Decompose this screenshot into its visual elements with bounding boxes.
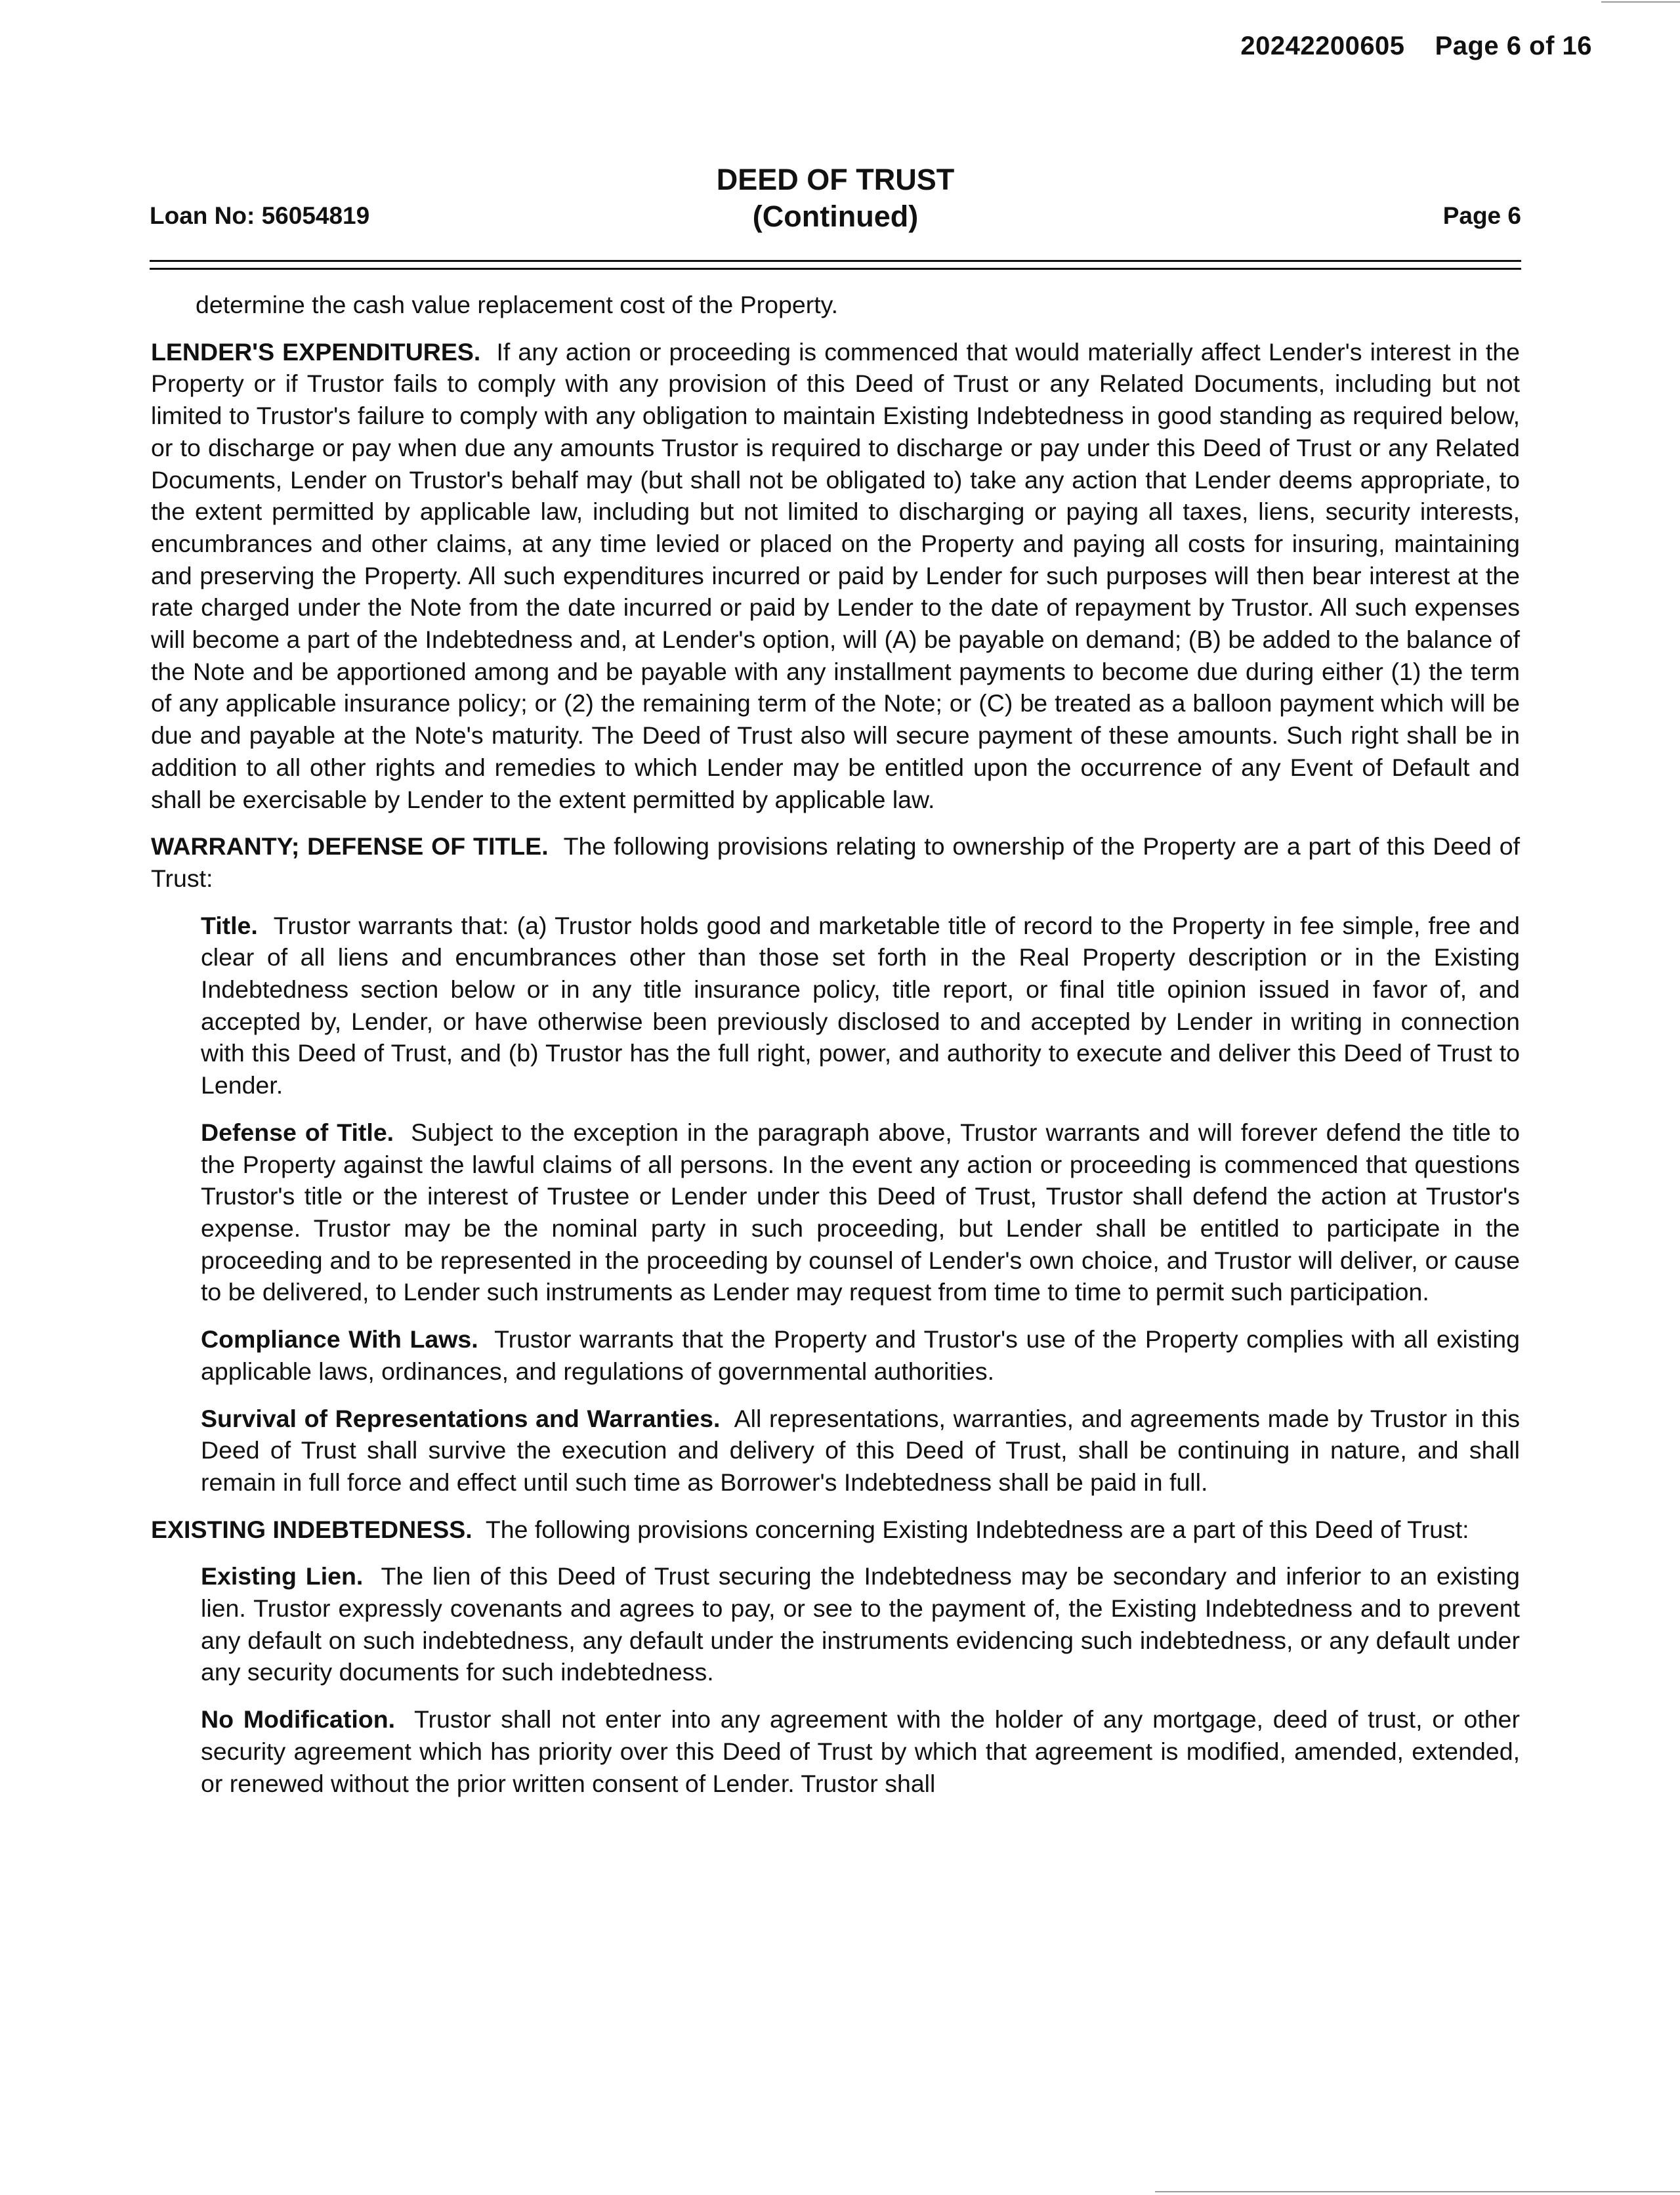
document-subtitle: (Continued) [752,200,919,233]
scan-artifact-top [1601,1,1680,3]
subsection-title [151,910,1520,1101]
subsection-text: Trustor warrants that the Property and Trustor's use of the Property complies with all existing applicable laws, ordinances, and regulations of governmental authorities. [201,1325,1520,1385]
continued-paragraph [151,289,1520,321]
page-label: Page 6 [1442,202,1521,229]
document-title: DEED OF TRUST [716,163,955,196]
subsection-heading: Existing Lien. [201,1562,364,1590]
recording-number: 20242200605 [1240,32,1405,60]
section-existing-indebtedness [151,1514,1520,1546]
header-rule-top [150,260,1521,262]
subsection-text: The lien of this Deed of Trust securing the Indebtedness may be secondary and inferior to an existing lien. Trustor expressly covenants and agrees to pay, or see to the payment of, the Existing Indebtedness and to prevent any default on such indebtedness, any default under the instruments evidencing such indebtedness, or any default under any security documents for such indebtedness. [201,1562,1520,1686]
subsection-text: Trustor warrants that: (a) Trustor holds good and marketable title of record to the Property in fee simple, free and clear of all liens and encumbrances other than those set forth in the Real Property description or in the Existing Indebtedness section below or in any title insurance policy, title report, or final title opinion issued in favor of, and accepted by, Lender, or have otherwise been previously disclosed to and accepted by Lender in writing in connection with this Deed of Trust, and (b) Trustor has the full right, power, and authority to execute and deliver this Deed of Trust to Lender. [201,911,1520,1099]
section-text: The following provisions concerning Existing Indebtedness are a part of this Deed of Trust: [485,1515,1469,1543]
section-lenders-expenditures [151,336,1520,816]
subsection-survival [151,1403,1520,1499]
document-body [151,289,1520,1814]
document-title-block [150,161,1521,235]
subsection-compliance-with-laws [151,1323,1520,1387]
subsection-text: All representations, warranties, and agreements made by Trustor in this Deed of Trust shall survive the execution and delivery of this Deed of Trust, shall be continuing in nature, and shall remain in full force and effect until such time as Borrower's Indebtedness shall be paid in full. [201,1404,1520,1496]
subsection-existing-lien [151,1560,1520,1688]
subsection-heading: Defense of Title. [201,1118,394,1146]
loan-number: Loan No: 56054819 [150,202,370,229]
recording-stamp [1240,32,1592,61]
subsection-text: Subject to the exception in the paragraph above, Trustor warrants and will forever defend the title to the Property against the lawful claims of all persons. In the event any action or proceeding is commenced that questions Trustor's title or the interest of Trustee or Lender under this Deed of Trust, Trustor shall defend the action at Trustor's expense. Trustor may be the nominal party in such proceeding, but Lender shall be entitled to participate in the proceeding and to be represented in the proceeding by counsel of Lender's own choice, and Trustor will deliver, or cause to be delivered, to Lender such instruments as Lender may request from time to time to permit such participation. [201,1118,1520,1306]
section-heading: WARRANTY; DEFENSE OF TITLE. [151,832,549,861]
recording-page-info: Page 6 of 16 [1435,32,1592,60]
subsection-heading: Compliance With Laws. [201,1325,478,1353]
subsection-heading: No Modification. [201,1705,396,1734]
section-heading: EXISTING INDEBTEDNESS. [151,1515,472,1543]
scan-artifact-bottom [1155,2191,1680,2192]
subsection-no-modification [151,1703,1520,1799]
subsection-heading: Survival of Representations and Warranties. [201,1404,721,1432]
section-text: If any action or proceeding is commenced that would materially affect Lender's interest in the Property or if Trustor fails to comply with any provision of this Deed of Trust or any Related Documents, including but not limited to Trustor's failure to comply with any obligation to maintain Existing Indebtedness in good standing as required below, or to discharge or pay when due any amounts Trustor is required to discharge or pay under this Deed of Trust or any Related Documents, Lender on Trustor's behalf may (but shall not be obligated to) take any action that Lender deems appropriate, to the extent permitted by applicable law, including but not limited to discharging or paying all taxes, liens, security interests, encumbrances and other claims, at any time levied or placed on the Property and paying all costs for insuring, maintaining and preserving the Property. All such expenditures incurred or paid by Lender for such purposes will then bear interest at the rate charged under the Note from the date incurred or paid by Lender to the date of repayment by Trustor. All such expenses will become a part of the Indebtedness and, at Lender's option, will (A) be payable on demand; (B) be added to the balance of the Note and be apportioned among and be payable with any installment payments to become due during either (1) the term of any applicable insurance policy; or (2) the remaining term of the Note; or (C) be treated as a balloon payment which will be due and payable at the Note's maturity. The Deed of Trust also will secure payment of these amounts. Such right shall be in addition to all other rights and remedies to which Lender may be entitled upon the occurrence of any Event of Default and shall be exercisable by Lender to the extent permitted by applicable law. [151,337,1520,813]
subsection-heading: Title. [201,911,258,939]
section-warranty-defense-of-title [151,830,1520,894]
subsection-defense-of-title [151,1117,1520,1308]
header-rule-bottom [150,268,1521,270]
subsection-text: Trustor shall not enter into any agreement with the holder of any mortgage, deed of trust, or other security agreement which has priority over this Deed of Trust by which that agreement is modified, amended, extended, or renewed without the prior written consent of Lender. Trustor shall [201,1705,1520,1797]
continued-text: determine the cash value replacement cost of the Property. [196,291,838,318]
section-text: The following provisions relating to ownership of the Property are a part of this Deed of Trust: [151,832,1521,892]
section-heading: LENDER'S EXPENDITURES. [151,337,481,366]
document-header [150,161,1521,240]
